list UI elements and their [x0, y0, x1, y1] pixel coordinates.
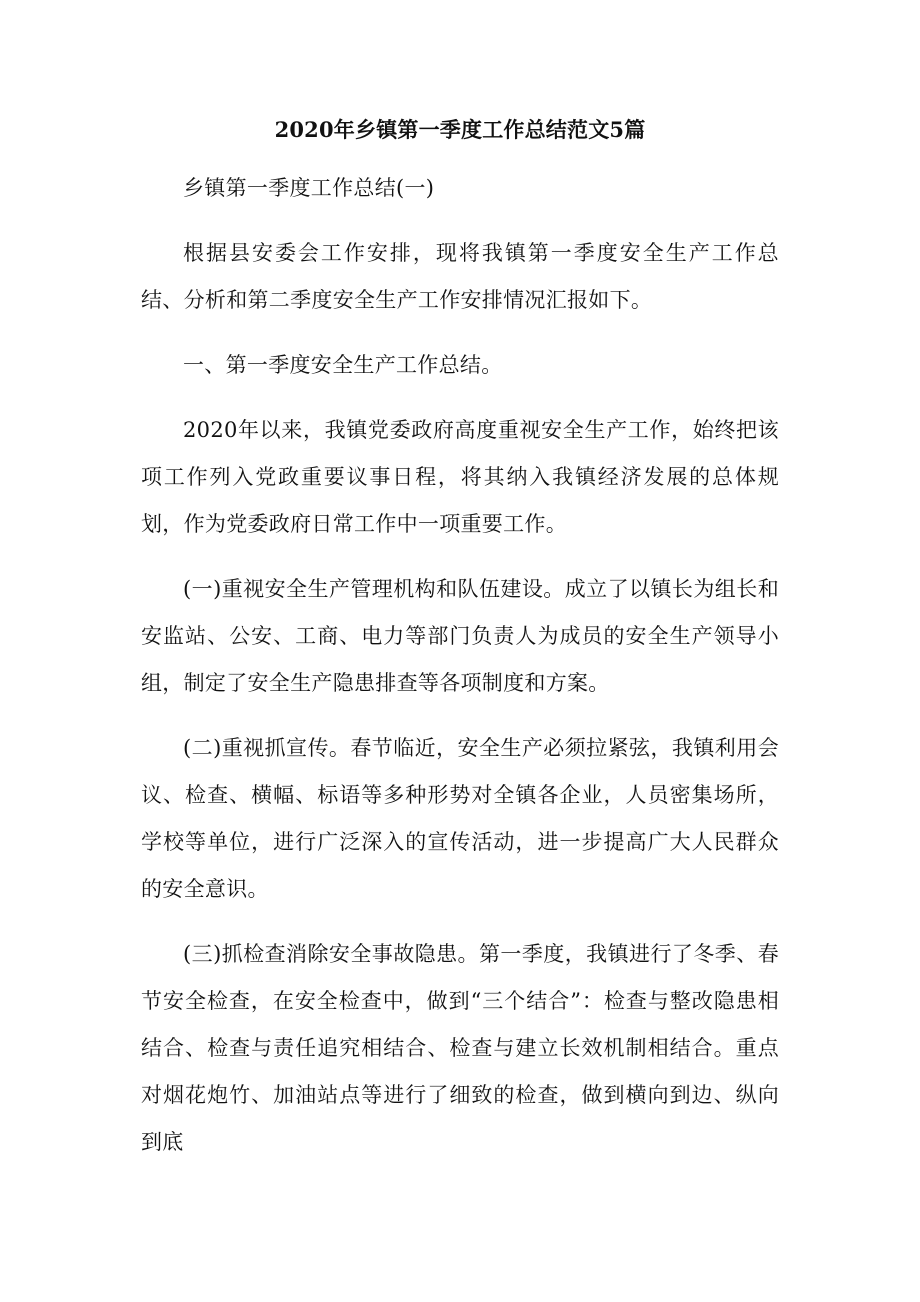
body-paragraph: 根据县安委会工作安排，现将我镇第一季度安全生产工作总结、分析和第二季度安全生产工作安排情况汇报如下。	[141, 241, 779, 312]
document-body	[141, 165, 779, 1184]
body-paragraph: (二)重视抓宣传。春节临近，安全生产必须拉紧弦，我镇利用会议、检查、横幅、标语等多种形势对全镇各企业，人员密集场所，学校等单位，进行广泛深入的宣传活动，进一步提高广大人民群众的安全意识。	[141, 736, 779, 901]
body-paragraph: 2020年以来，我镇党委政府高度重视安全生产工作，始终把该项工作列入党政重要议事日程，将其纳入我镇经济发展的总体规划，作为党委政府日常工作中一项重要工作。	[141, 418, 779, 536]
document-title: 2020年乡镇第一季度工作总结范文5篇	[274, 117, 646, 142]
subsection-heading: 一、第一季度安全生产工作总结。	[183, 353, 503, 377]
section-heading: 乡镇第一季度工作总结(一)	[183, 176, 435, 200]
body-paragraph: (一)重视安全生产管理机构和队伍建设。成立了以镇长为组长和安监站、公安、工商、电力等部门负责人为成员的安全生产领导小组，制定了安全生产隐患排查等各项制度和方案。	[141, 577, 779, 695]
body-paragraph: (三)抓检查消除安全事故隐患。第一季度，我镇进行了冬季、春节安全检查，在安全检查中，做到“三个结合”：检查与整改隐患相结合、检查与责任追究相结合、检查与建立长效机制相结合。重点对烟花炮竹、加油站点等进行了细致的检查，做到横向到边、纵向到底	[141, 942, 779, 1154]
